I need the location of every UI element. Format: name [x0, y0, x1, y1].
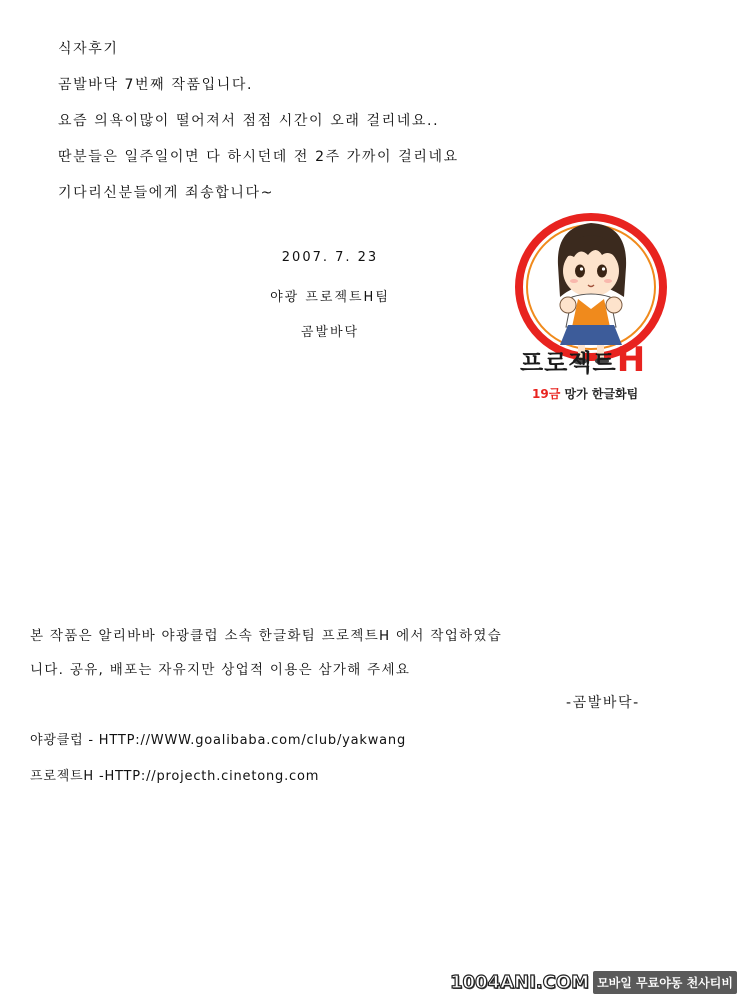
- logo-title-h: H: [616, 340, 647, 380]
- notice-line-2: 니다. 공유, 배포는 자유지만 상업적 이용은 삼가해 주세요: [30, 662, 411, 678]
- afterword-author: 곰발바닥: [300, 325, 360, 340]
- link-yakwang-club-name: 야광클럽: [30, 733, 84, 748]
- watermark-brand: 1004ANI.COM: [450, 971, 590, 993]
- afterword-line-4: 기다리신분들에게 죄송합니다~: [58, 185, 274, 201]
- logo-title-prefix: 프로젝트: [520, 349, 617, 377]
- notice-line-1: 본 작품은 알리바바 야광클럽 소속 한글화팀 프로젝트H 에서 작업하였습: [30, 628, 503, 644]
- link-yakwang-club: 야광클럽 - HTTP://WWW.goalibaba.com/club/yakwang: [30, 733, 407, 748]
- watermark: [450, 969, 737, 995]
- afterword-line-3: 딴분들은 일주일이면 다 하시던데 전 2주 가까이 걸리네요: [58, 149, 459, 165]
- afterword-heading: 식자후기: [58, 41, 119, 57]
- link-yakwang-club-url: HTTP://WWW.goalibaba.com/club/yakwang: [98, 733, 407, 748]
- link-project-h-url: HTTP://projecth.cinetong.com: [104, 769, 320, 784]
- afterword-line-2: 요즘 의욕이많이 떨어져서 점점 시간이 오래 걸리네요..: [58, 113, 440, 129]
- logo-subtitle-rest: 망가 한글화팀: [564, 387, 639, 401]
- watermark-tagline: 모바일 무료야동 천사티비: [593, 971, 737, 994]
- link-project-h-name: 프로젝트H: [30, 769, 95, 784]
- afterword-line-1: 곰발바닥 7번째 작품입니다.: [58, 77, 254, 93]
- notice-signature: -곰발바닥-: [566, 695, 640, 711]
- afterword-team: 야광 프로젝트H팀: [270, 290, 390, 305]
- logo-subtitle-rating: 19금: [532, 387, 561, 401]
- logo-subtitle: [532, 385, 638, 402]
- afterword-date: 2007. 7. 23: [281, 250, 379, 265]
- link-project-h: 프로젝트H -HTTP://projecth.cinetong.com: [30, 769, 320, 784]
- logo-title: [520, 340, 680, 380]
